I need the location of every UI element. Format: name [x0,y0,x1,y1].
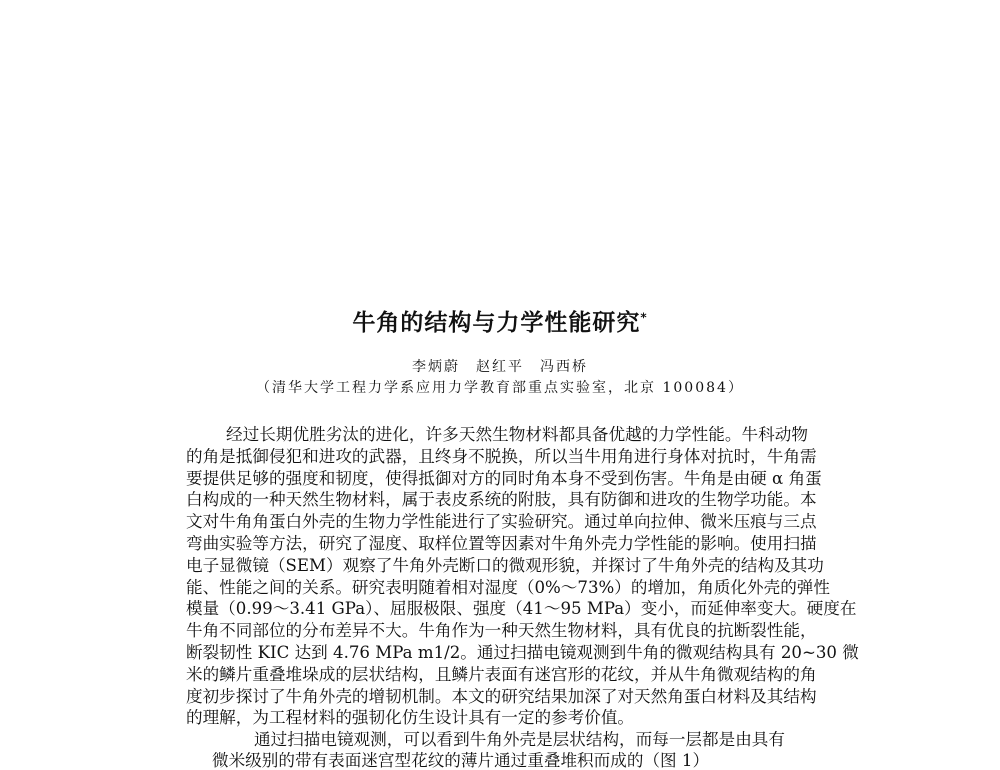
title-text: 牛角的结构与力学性能研究 [352,310,641,336]
abstract-line: 断裂韧性 KIC 达到 4.76 MPa m1/2。通过扫描电镜观测到牛角的微观结构具有 20~30 微 [186,643,859,662]
abstract-line-last: 的理解，为工程材料的强韧化仿生设计具有一定的参考价值。 [186,708,635,727]
abstract-line: 米的鳞片重叠堆垛成的层状结构，且鳞片表面有迷宫形的花纹，并从牛角微观结构的角 [186,665,817,684]
paper-title [0,304,1000,337]
abstract-line: 模量（0.99～3.41 GPa）、屈服极限、强度（41～95 MPa）变小，而延伸率变大。硬度在 [186,599,857,618]
body-line: 通过扫描电镜观测，可以看到牛角外壳是层状结构，而每一层都是由具有 [254,730,785,749]
abstract-line: 文对牛角角蛋白外壳的生物力学性能进行了实验研究。通过单向拉伸、微米压痕与三点 [186,512,817,531]
abstract-line: 的角是抵御侵犯和进攻的武器，且终身不脱换，所以当牛用角进行身体对抗时，牛角需 [186,447,817,466]
abstract-line: 度初步探讨了牛角外壳的增韧机制。本文的研究结果加深了对天然角蛋白材料及其结构 [186,687,817,706]
authors: 李炳蔚 赵红平 冯西桥 [412,359,588,375]
abstract-line: 电子显微镜（SEM）观察了牛角外壳断口的微观形貌，并探讨了牛角外壳的结构及其功 [186,556,824,575]
abstract-line: 要提供足够的强度和韧度，使得抵御对方的同时角本身不受到伤害。牛角是由硬 α 角蛋 [186,469,822,488]
abstract-line: 弯曲实验等方法，研究了湿度、取样位置等因素对牛角外壳力学性能的影响。使用扫描 [186,534,817,553]
affiliation: （清华大学工程力学系应用力学教育部重点实验室，北京 100084） [256,380,744,396]
body-line-cut: 微米级别的带有表面迷宫型花纹的薄片通过重叠堆积而成的（图 1） [212,751,710,770]
abstract-line: 能、性能之间的关系。研究表明随着相对湿度（0%～73%）的增加，角质化外壳的弹性 [186,578,830,597]
title-footnote-mark: * [640,310,648,325]
abstract-line: 经过长期优胜劣汰的进化，许多天然生物材料都具备优越的力学性能。牛科动物 [226,425,808,444]
abstract-line: 牛角不同部位的分布差异不大。牛角作为一种天然生物材料，具有优良的抗断裂性能， [186,621,817,640]
abstract-line: 白构成的一种天然生物材料，属于表皮系统的附肢，具有防御和进攻的生物学功能。本 [186,490,817,509]
